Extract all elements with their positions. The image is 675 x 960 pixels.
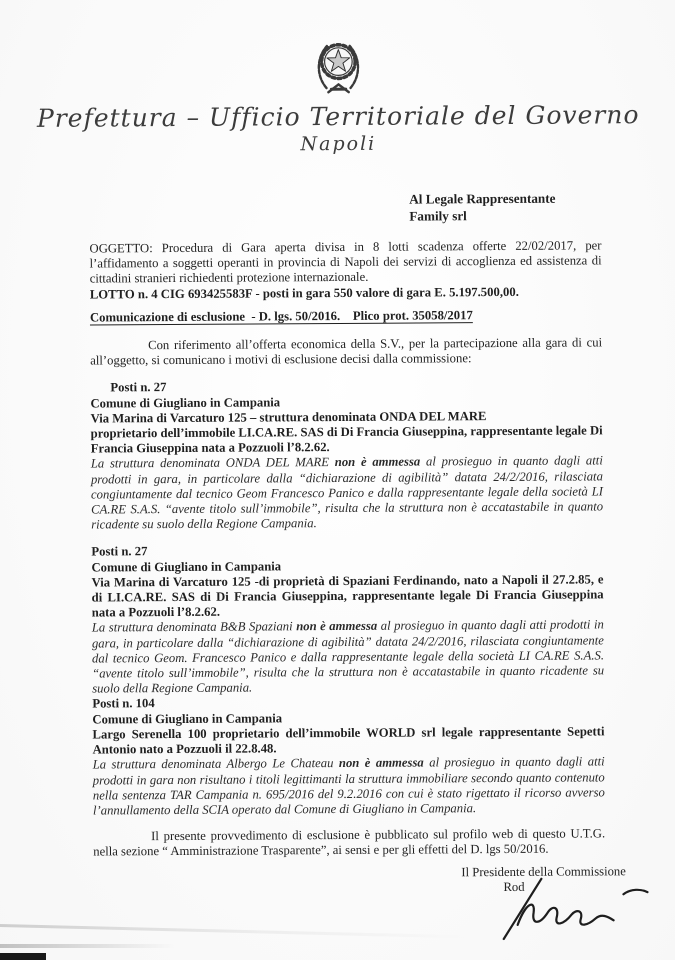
signature-block <box>461 863 675 942</box>
exclusion-reason <box>92 618 604 697</box>
comunicazione-esclusione-line: Comunicazione di esclusione - D. lgs. 50/2016. Plico prot. 35058/2017 <box>89 307 473 325</box>
address-line: Largo Serenella 100 proprietario dell’immobile WORLD srl legale rappresentante Sepetti Antonio nato a Pozzuoli il 22.8.48. <box>92 724 605 757</box>
address-line: Via Marina di Varcaturo 125 – struttura denominata ONDA DEL MARE <box>90 408 487 426</box>
letterhead-city-line: Napoli <box>300 132 377 156</box>
comune-line: Comune di Giugliano in Campania <box>90 394 281 411</box>
address-line: proprietario dell’immobile LI.CA.RE. SAS di Di Francia Giuseppina, rappresentante legale Di Francia Giuseppina nata a Pozzuoli l’8.2.62. <box>90 423 603 456</box>
exclusion-section-3 <box>92 694 605 819</box>
signature-title: Il Presidente della Commissione <box>461 863 626 879</box>
reason-text: al prosieguo in quanto dagli atti prodotti in gara, in particolare dalla “dichiarazione di agibilità” datata 24/2/2016, rilasciata congiuntamente dal tecnico Geom Francesco Panico e dalla rappresentante legale della società LI CA.RE S.A.S. “avente titolo sull’immobile”, risulta che la struttura non è accatastabile in quanto ricadente su suolo della Regione Campania. <box>90 453 604 532</box>
exclusion-section-2 <box>91 542 604 697</box>
scan-corner-artifact <box>0 953 46 960</box>
subject-paragraph: OGGETTO: Procedura di Gara aperta divisa in 8 lotti scadenza offerte 22/02/2017, per l’affidamento a soggetti operanti in provincia di Napoli dei servizi di accoglienza ed assistenza di cittadini stranieri richiedenti protezione internazionale. <box>89 238 602 286</box>
reason-text: al prosieguo in quanto dagli atti prodotti in gara, in particolare dalla “dichiarazione di agibilità” datata 24/2/2016, rilasciata congiuntamente dal tecnico Geom. Francesco Panico e dalla rappresentante legale della società LI CA.RE S.A.S. “avente titolo sull’immobile”, risulta che la struttura non è accatastabile in quanto ricadente su suolo della Regione Campania. <box>91 617 605 696</box>
reason-text: La struttura denominata Albergo Le Chateau <box>92 756 339 772</box>
reason-text: al prosieguo in quanto dagli atti prodotti in gara non risultano i titoli legittimanti la struttura immobiliare secondo quanto contenuto nella sentenza TAR Campania n. 695/2016 del 9.2.2016 con cui è stato rigettato il ricorso avverso l’annullamento della SCIA operato dal Comune di Giugliano in Campania. <box>92 754 605 818</box>
exclusion-reason <box>93 755 605 819</box>
italian-republic-emblem-icon <box>0 31 675 103</box>
reason-emphasis: non è ammessa <box>338 755 424 771</box>
signature-typed-name: Rod <box>503 879 525 894</box>
closing-paragraph: Il presente provvedimento di esclusione è pubblicato sul profilo web di questo U.T.G. nella sezione “ Amministrazione Trasparente”, ai sensi e per gli effetti del D. lgs 50/2016. <box>93 826 606 859</box>
exclusion-reason <box>91 454 603 533</box>
recipient-line-2: Family srl <box>409 207 467 224</box>
reason-text: La struttura denominata B&B Spaziani <box>91 619 297 635</box>
intro-paragraph: Con riferimento all’offerta economica della S.V., per la partecipazione alla gara di cui all’oggetto, si comunicano i motivi di esclusione decisi dalla commissione: <box>90 335 603 368</box>
posti-label: Posti n. 104 <box>92 696 155 711</box>
scan-smudge-artifact <box>0 944 175 948</box>
letterhead <box>0 31 675 159</box>
lotto-line: LOTTO n. 4 CIG 693425583F - posti in gara 550 valore di gara E. 5.197.500,00. <box>89 284 519 302</box>
posti-label: Posti n. 27 <box>91 544 148 559</box>
posti-label: Posti n. 27 <box>110 380 167 395</box>
comune-line: Comune di Giugliano in Campania <box>91 559 282 575</box>
reason-emphasis: non è ammessa <box>296 619 378 634</box>
address-line: Via Marina di Varcaturo 125 -di proprietà di Spaziani Ferdinando, nato a Napoli il 27.2.85, e di LI.CA.RE. SAS di Di Francia Giuseppina, rappresentante legale Di Francia Giuseppina nata a Pozzuoli l’8.2.62. <box>91 572 604 620</box>
handwritten-signature <box>489 872 659 948</box>
recipient-block <box>409 190 601 224</box>
comune-line: Comune di Giugliano in Campania <box>92 711 283 727</box>
reason-text: La struttura denominata ONDA DEL MARE <box>90 455 335 471</box>
letterhead-office-line: Prefettura – Ufficio Territoriale del Governo <box>36 100 640 133</box>
exclusion-section-1 <box>90 378 603 533</box>
reason-emphasis: non è ammessa <box>334 454 421 470</box>
recipient-line-1: Al Legale Rappresentante <box>409 190 556 207</box>
